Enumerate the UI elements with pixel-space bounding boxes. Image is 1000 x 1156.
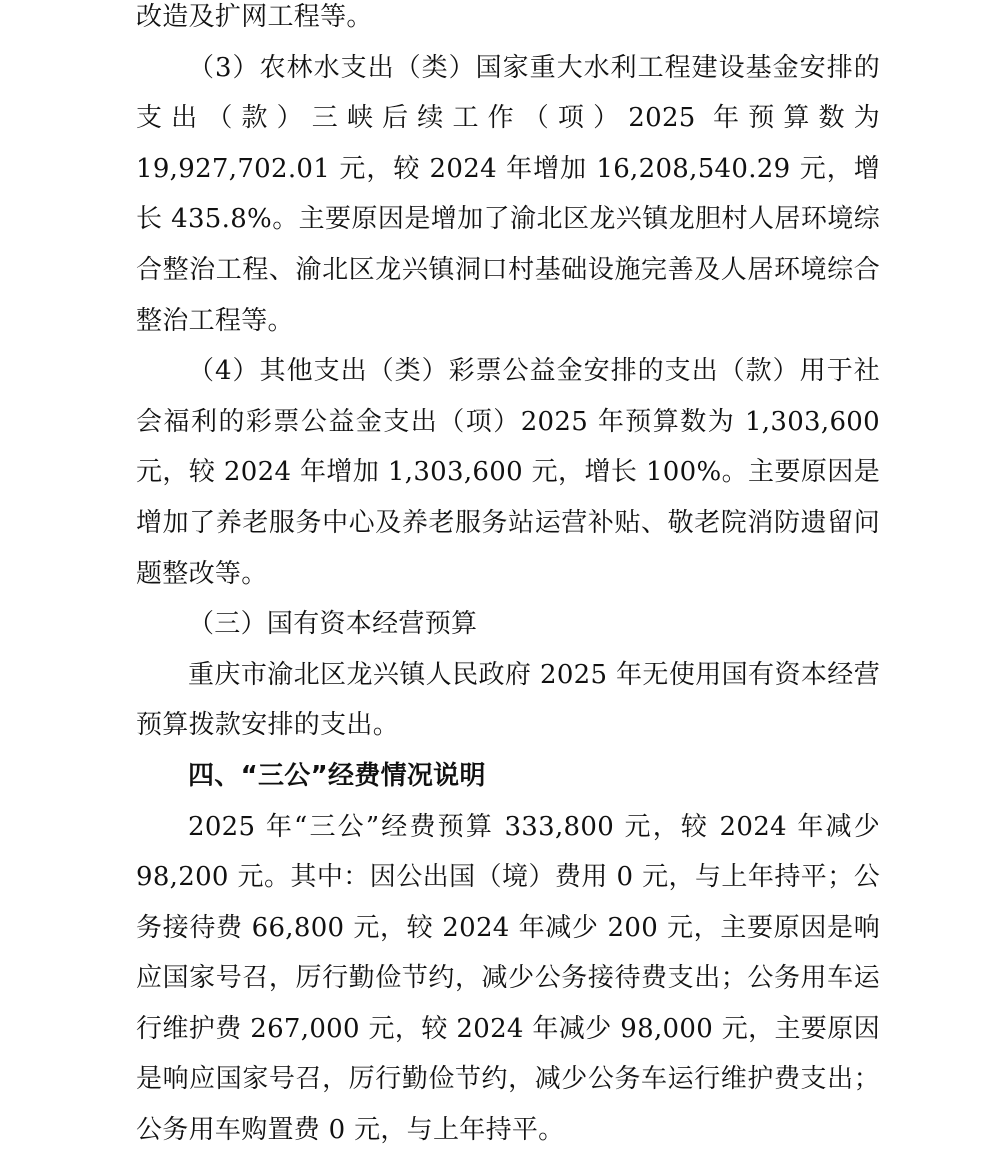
paragraph-continued: 改造及扩网工程等。 <box>136 2 373 32</box>
paragraph-item-4: （4）其他支出（类）彩票公益金安排的支出（款）用于社会福利的彩票公益金支出（项）2025 年预算数为 1,303,600 元，较 2024 年增加 1,303,600 元，增长 100%。主要原因是增加了养老服务中心及养老服务站运营补贴、敬老院消防遗留问题整改等。 <box>136 356 880 589</box>
paragraph-state-capital-budget: 重庆市渝北区龙兴镇人民政府 2025 年无使用国有资本经营预算拨款安排的支出。 <box>136 659 880 741</box>
subheading-state-capital-budget: （三）国有资本经营预算 <box>188 609 478 640</box>
section-heading-three-public-expenses: 四、“三公”经费情况说明 <box>188 760 486 791</box>
document-body <box>136 0 880 1156</box>
paragraph-item-3: （3）农林水支出（类）国家重大水利工程建设基金安排的支出（款）三峡后续工作（项）2025 年预算数为 19,927,702.01 元，较 2024 年增加 16,208,540.29 元，增长 435.8%。主要原因是增加了渝北区龙兴镇龙胆村人居环境综合整治工程、渝北区龙兴镇洞口村基础设施完善及人居环境综合整治工程等。 <box>136 52 880 336</box>
paragraph-three-public-expenses: 2025 年“三公”经费预算 333,800 元，较 2024 年减少 98,200 元。其中：因公出国（境）费用 0 元，与上年持平；公务接待费 66,800 元，较 2024 年减少 200 元，主要原因是响应国家号召，厉行勤俭节约，减少公务接待费支出；公务用车运行维护费 267,000 元，较 2024 年减少 98,000 元，主要原因是响应国家号召，厉行勤俭节约，减少公务车运行维护费支出；公务用车购置费 0 元，与上年持平。 <box>136 811 880 1146</box>
